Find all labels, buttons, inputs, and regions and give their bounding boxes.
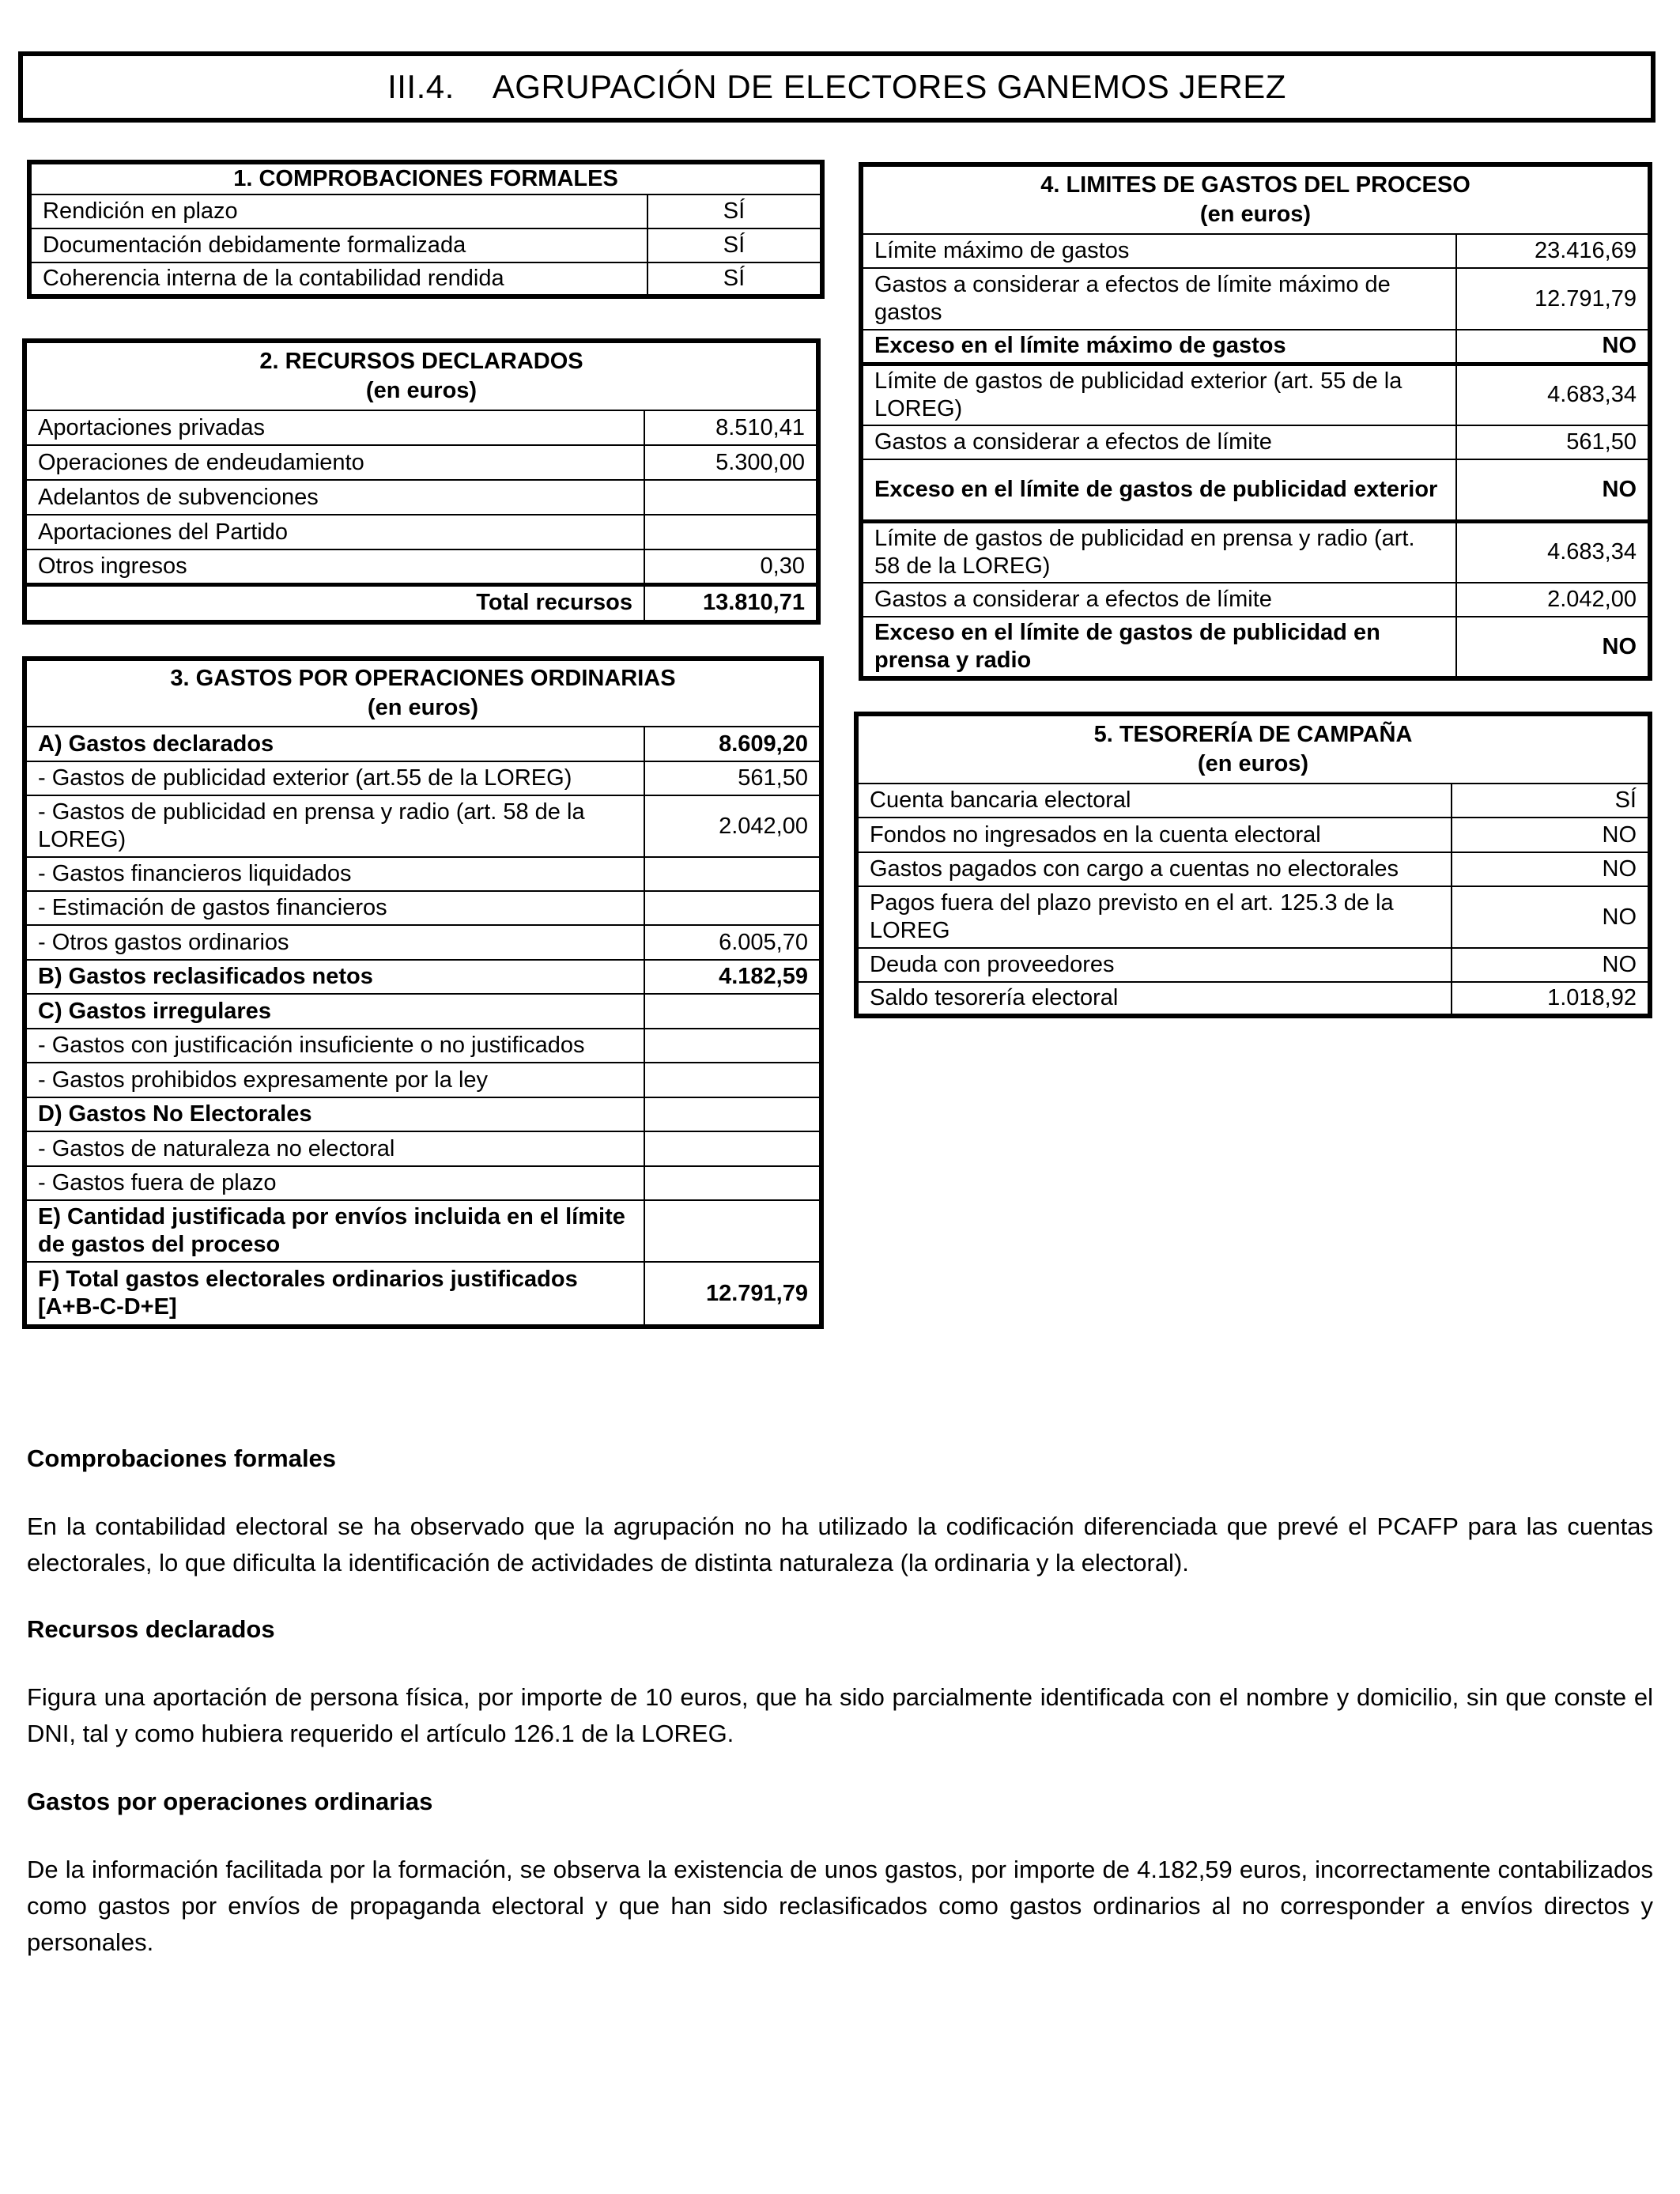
section-gastos bbox=[27, 1784, 1653, 1961]
gastos-header bbox=[25, 659, 821, 727]
row-value: 5.300,00 bbox=[644, 445, 818, 480]
row-value: 0,30 bbox=[644, 549, 818, 584]
gastos-unit: (en euros) bbox=[367, 695, 479, 720]
row-value: NO bbox=[1452, 818, 1650, 852]
row-value: NO bbox=[1456, 617, 1650, 678]
table-row bbox=[856, 948, 1650, 982]
row-value: SÍ bbox=[647, 228, 822, 262]
table-row bbox=[861, 364, 1650, 425]
row-value: SÍ bbox=[647, 262, 822, 296]
table-row bbox=[25, 1029, 821, 1063]
table-row bbox=[856, 886, 1650, 948]
section-heading: Recursos declarados bbox=[27, 1615, 275, 1643]
row-label: Fondos no ingresados en la cuenta electoral bbox=[856, 818, 1452, 852]
row-value: NO bbox=[1452, 948, 1650, 982]
table-row bbox=[856, 982, 1650, 1016]
row-value: 561,50 bbox=[1456, 425, 1650, 459]
row-label: Exceso en el límite de gastos de publicidad en prensa y radio bbox=[861, 617, 1456, 678]
row-value bbox=[644, 891, 821, 925]
section-recursos bbox=[27, 1611, 1653, 1752]
gastos-title: 3. GASTOS POR OPERACIONES ORDINARIAS bbox=[170, 666, 676, 691]
table-row bbox=[25, 761, 821, 795]
row-label: - Gastos de naturaleza no electoral bbox=[25, 1131, 644, 1166]
tesoreria-unit: (en euros) bbox=[1197, 751, 1309, 776]
gastos-table bbox=[22, 656, 824, 1329]
table-row bbox=[25, 994, 821, 1029]
table-row bbox=[25, 410, 818, 445]
row-value: 561,50 bbox=[644, 761, 821, 795]
table-row bbox=[861, 425, 1650, 459]
table-row bbox=[856, 784, 1650, 818]
row-label: - Gastos de publicidad en prensa y radio (art. 58 de la LOREG) bbox=[25, 795, 644, 857]
table-row bbox=[25, 480, 818, 515]
row-label: - Otros gastos ordinarios bbox=[25, 925, 644, 960]
row-value: 2.042,00 bbox=[644, 795, 821, 857]
section-heading: Gastos por operaciones ordinarias bbox=[27, 1788, 433, 1815]
row-label: Límite de gastos de publicidad exterior (art. 55 de la LOREG) bbox=[861, 364, 1456, 425]
row-label: Deuda con proveedores bbox=[856, 948, 1452, 982]
row-label: Exceso en el límite de gastos de publicidad exterior bbox=[861, 459, 1456, 521]
row-label: Cuenta bancaria electoral bbox=[856, 784, 1452, 818]
row-label: E) Cantidad justificada por envíos incluida en el límite de gastos del proceso bbox=[25, 1200, 644, 1262]
comprobaciones-table bbox=[27, 160, 825, 299]
table-row bbox=[25, 445, 818, 480]
title-number: III.4. bbox=[387, 68, 455, 105]
row-value: 4.182,59 bbox=[644, 960, 821, 994]
table-row bbox=[25, 1200, 821, 1262]
recursos-title: 2. RECURSOS DECLARADOS bbox=[259, 349, 583, 374]
row-value: 1.018,92 bbox=[1452, 982, 1650, 1016]
row-value: 2.042,00 bbox=[1456, 583, 1650, 617]
table-row bbox=[25, 857, 821, 891]
table-row bbox=[25, 1063, 821, 1097]
recursos-unit: (en euros) bbox=[365, 378, 478, 403]
row-label: Gastos a considerar a efectos de límite bbox=[861, 583, 1456, 617]
row-value: 8.609,20 bbox=[644, 727, 821, 761]
table-row bbox=[25, 727, 821, 761]
row-label: - Gastos de publicidad exterior (art.55 de la LOREG) bbox=[25, 761, 644, 795]
row-label: Gastos pagados con cargo a cuentas no electorales bbox=[856, 852, 1452, 886]
row-value bbox=[644, 994, 821, 1029]
limites-unit: (en euros) bbox=[1199, 202, 1312, 227]
table-row bbox=[29, 228, 822, 262]
row-label: Documentación debidamente formalizada bbox=[29, 228, 647, 262]
row-value: 6.005,70 bbox=[644, 925, 821, 960]
row-label: Rendición en plazo bbox=[29, 194, 647, 228]
table-row bbox=[25, 1131, 821, 1166]
row-label: Gastos a considerar a efectos de límite bbox=[861, 425, 1456, 459]
table-row bbox=[25, 925, 821, 960]
table-row bbox=[29, 194, 822, 228]
limites-title: 4. LIMITES DE GASTOS DEL PROCESO bbox=[1040, 172, 1470, 198]
row-value bbox=[644, 1131, 821, 1166]
table-row bbox=[861, 583, 1650, 617]
row-value: 23.416,69 bbox=[1456, 234, 1650, 268]
row-value: NO bbox=[1456, 459, 1650, 521]
table-row bbox=[25, 1097, 821, 1131]
row-value bbox=[644, 480, 818, 515]
row-label: Aportaciones privadas bbox=[25, 410, 644, 445]
recursos-header bbox=[25, 341, 818, 410]
total-value: 13.810,71 bbox=[644, 584, 818, 622]
row-label: Aportaciones del Partido bbox=[25, 515, 644, 549]
section-paragraph: En la contabilidad electoral se ha observado que la agrupación no ha utilizado la codificación diferenciada que prevé el PCAFP para las cuentas electorales, lo que dificulta la identificación de actividades de distinta naturaleza (la ordinaria y la electoral). bbox=[27, 1512, 1653, 1577]
row-value: SÍ bbox=[647, 194, 822, 228]
table-row bbox=[25, 891, 821, 925]
table-row bbox=[861, 521, 1650, 583]
table-row bbox=[861, 234, 1650, 268]
row-value bbox=[644, 1097, 821, 1131]
row-value bbox=[644, 1166, 821, 1200]
row-label: Límite de gastos de publicidad en prensa y radio (art. 58 de la LOREG) bbox=[861, 521, 1456, 583]
row-label: Adelantos de subvenciones bbox=[25, 480, 644, 515]
page-title bbox=[18, 51, 1655, 123]
section-paragraph: De la información facilitada por la formación, se observa la existencia de unos gastos, por importe de 4.182,59 euros, incorrectamente contabilizados como gastos por envíos de propaganda electoral y que han sido reclasificados como gastos ordinarios al no corresponder a envíos directos y personales. bbox=[27, 1856, 1653, 1956]
row-label: Operaciones de endeudamiento bbox=[25, 445, 644, 480]
comprobaciones-header: 1. COMPROBACIONES FORMALES bbox=[29, 162, 822, 194]
row-label: B) Gastos reclasificados netos bbox=[25, 960, 644, 994]
section-heading: Comprobaciones formales bbox=[27, 1444, 337, 1472]
row-value: 4.683,34 bbox=[1456, 521, 1650, 583]
row-label: - Gastos financieros liquidados bbox=[25, 857, 644, 891]
table-row bbox=[856, 818, 1650, 852]
row-label: Saldo tesorería electoral bbox=[856, 982, 1452, 1016]
recursos-table bbox=[22, 338, 821, 625]
table-row bbox=[861, 268, 1650, 330]
table-row bbox=[861, 330, 1650, 364]
table-row bbox=[25, 1262, 821, 1327]
row-value: 8.510,41 bbox=[644, 410, 818, 445]
row-value bbox=[644, 515, 818, 549]
tesoreria-title: 5. TESORERÍA DE CAMPAÑA bbox=[1093, 722, 1413, 747]
row-value bbox=[644, 1063, 821, 1097]
total-row bbox=[25, 584, 818, 622]
section-comprobaciones bbox=[27, 1441, 1653, 1581]
row-value: NO bbox=[1452, 852, 1650, 886]
table-row bbox=[25, 1166, 821, 1200]
total-label: Total recursos bbox=[25, 584, 644, 622]
row-label: Otros ingresos bbox=[25, 549, 644, 584]
row-label: Gastos a considerar a efectos de límite máximo de gastos bbox=[861, 268, 1456, 330]
limites-table bbox=[859, 162, 1652, 681]
row-label: F) Total gastos electorales ordinarios justificados [A+B-C-D+E] bbox=[25, 1262, 644, 1327]
row-label: A) Gastos declarados bbox=[25, 727, 644, 761]
row-label: Pagos fuera del plazo previsto en el art. 125.3 de la LOREG bbox=[856, 886, 1452, 948]
row-value: 4.683,34 bbox=[1456, 364, 1650, 425]
row-label: - Gastos prohibidos expresamente por la ley bbox=[25, 1063, 644, 1097]
table-row bbox=[25, 960, 821, 994]
row-label: Límite máximo de gastos bbox=[861, 234, 1456, 268]
title-text: AGRUPACIÓN DE ELECTORES GANEMOS JEREZ bbox=[492, 68, 1286, 105]
row-label: C) Gastos irregulares bbox=[25, 994, 644, 1029]
row-label: Coherencia interna de la contabilidad rendida bbox=[29, 262, 647, 296]
row-value: 12.791,79 bbox=[644, 1262, 821, 1327]
row-label: - Estimación de gastos financieros bbox=[25, 891, 644, 925]
row-value: 12.791,79 bbox=[1456, 268, 1650, 330]
section-paragraph: Figura una aportación de persona física, por importe de 10 euros, que ha sido parcialmente identificada con el nombre y domicilio, sin que conste el DNI, tal y como hubiera requerido el artículo 126.1 de la LOREG. bbox=[27, 1683, 1653, 1747]
limites-header bbox=[861, 164, 1650, 234]
table-row bbox=[861, 459, 1650, 521]
table-row bbox=[25, 549, 818, 584]
tesoreria-table bbox=[854, 712, 1652, 1018]
row-value bbox=[644, 857, 821, 891]
row-value: NO bbox=[1452, 886, 1650, 948]
table-row bbox=[856, 852, 1650, 886]
table-row bbox=[25, 515, 818, 549]
table-row bbox=[861, 617, 1650, 678]
row-value: SÍ bbox=[1452, 784, 1650, 818]
row-value bbox=[644, 1029, 821, 1063]
table-row bbox=[25, 795, 821, 857]
table-row bbox=[29, 262, 822, 296]
row-label: - Gastos fuera de plazo bbox=[25, 1166, 644, 1200]
row-label: Exceso en el límite máximo de gastos bbox=[861, 330, 1456, 364]
row-label: D) Gastos No Electorales bbox=[25, 1097, 644, 1131]
row-value bbox=[644, 1200, 821, 1262]
tesoreria-header bbox=[856, 714, 1650, 784]
row-label: - Gastos con justificación insuficiente o no justificados bbox=[25, 1029, 644, 1063]
row-value: NO bbox=[1456, 330, 1650, 364]
